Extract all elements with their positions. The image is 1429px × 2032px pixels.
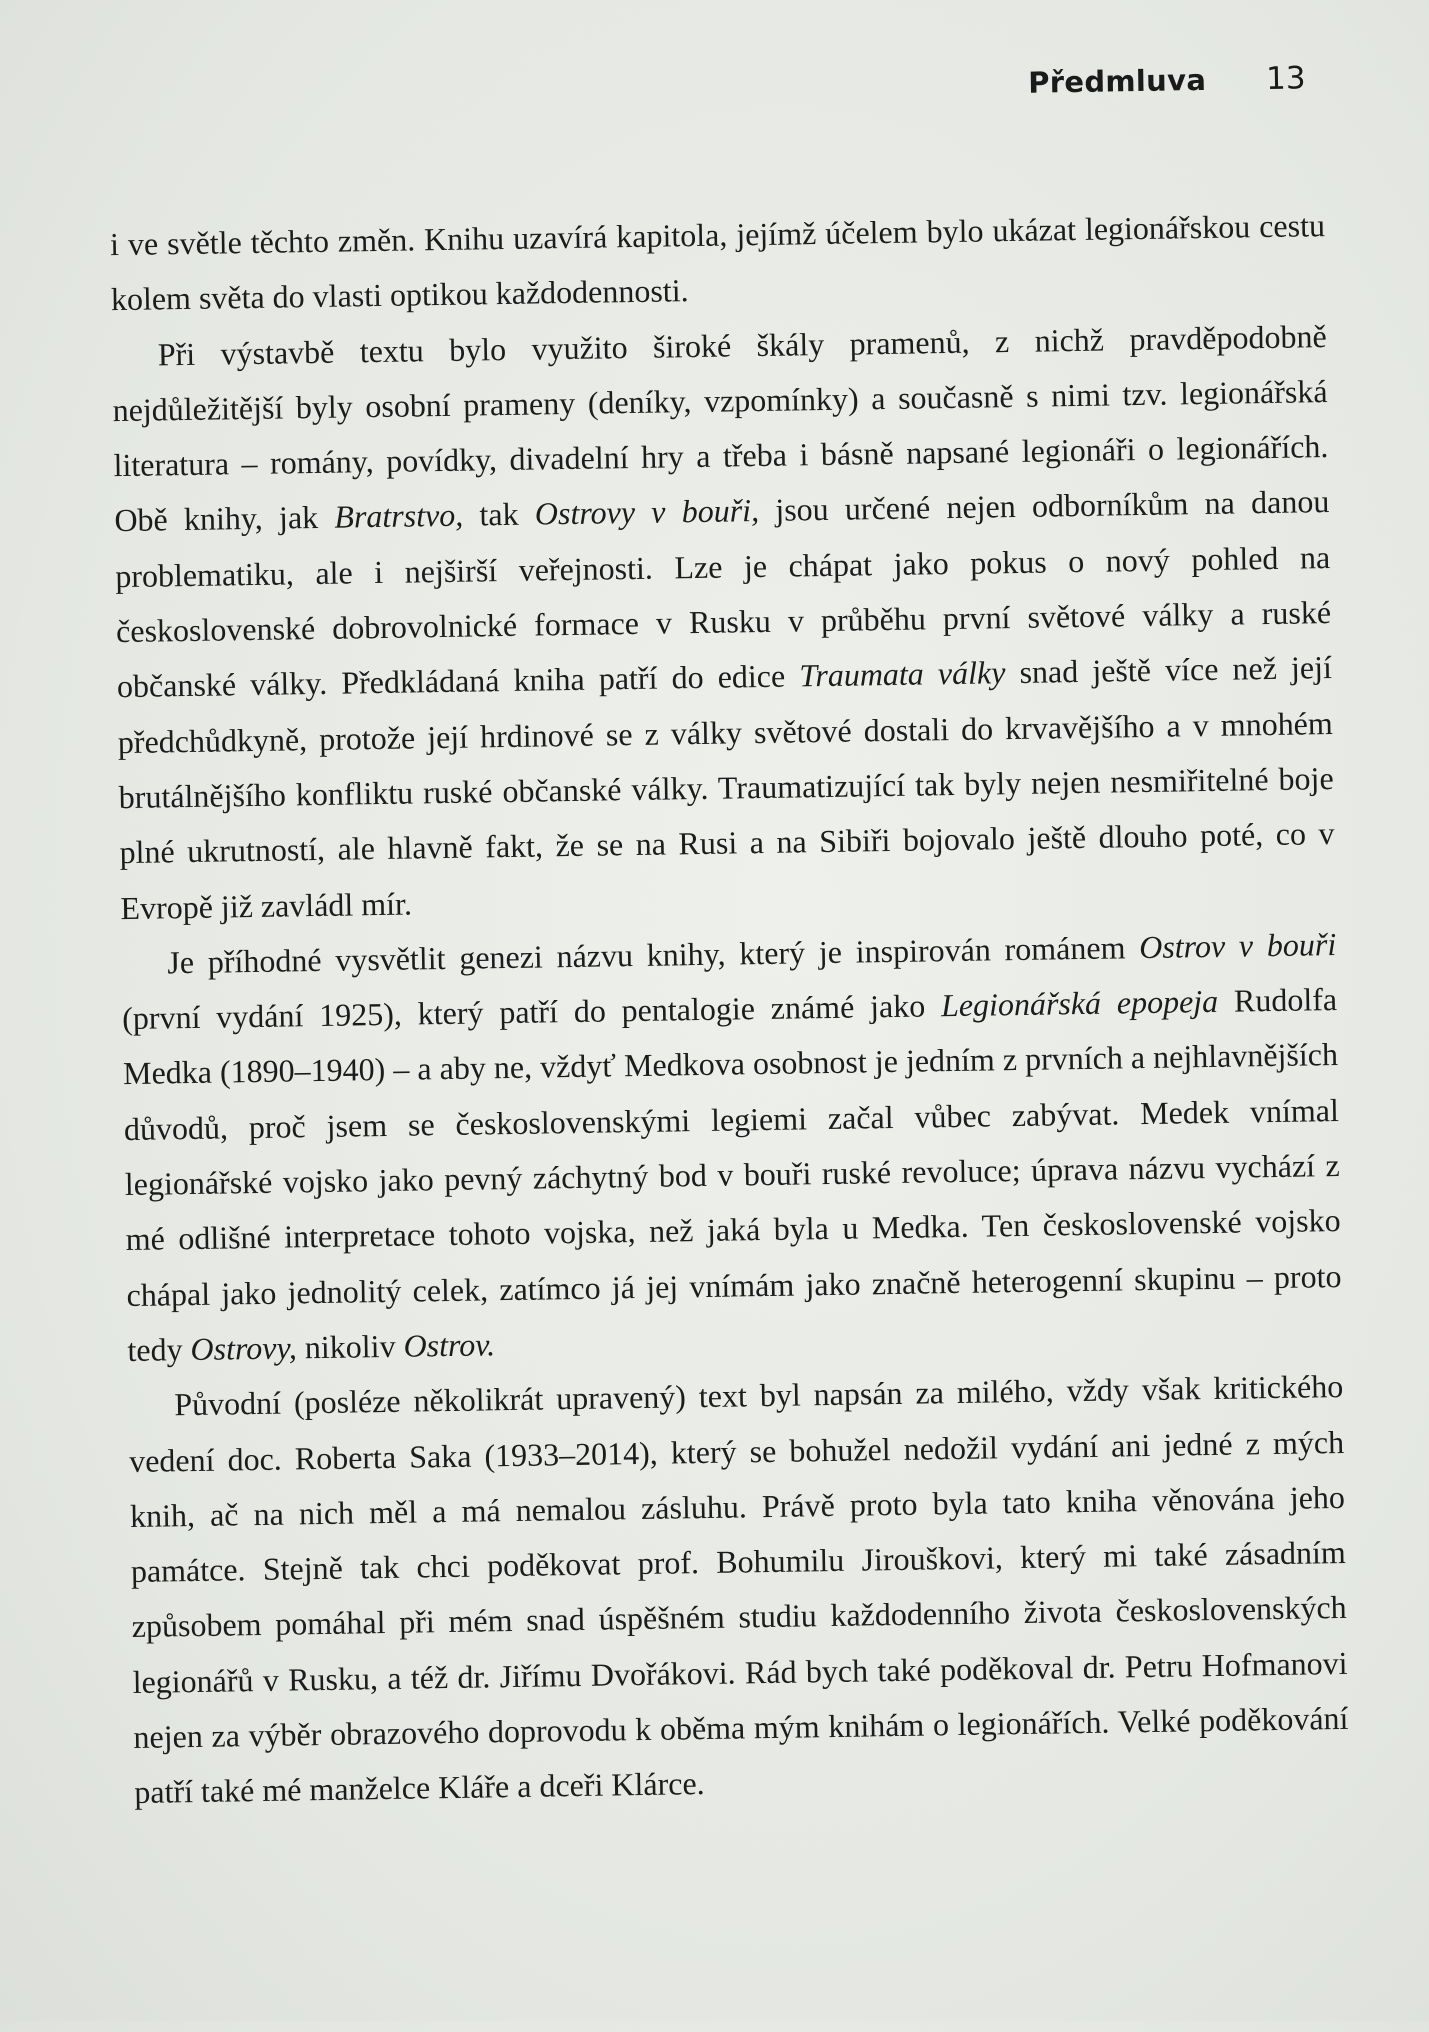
- page-number: 13: [1265, 60, 1306, 97]
- text-run: jsou určené nejen odborníkům na danou problematiku, ale i nejširší veřejnosti. Lze je chápat jako pokus o nový pohled na československé dobrovolnické formace v Rusku v průběhu první světové války a ruské občanské války. Předkládaná kniha patří do edice: [114, 483, 1332, 705]
- text-run: Při výstavbě textu bylo využito široké škály pramenů, z nichž pravděpodobně nejdůležitější byly osobní prameny (deníky, vzpomínky) a současně s nimi tzv. legionářská literatura – romány, povídky, divadelní hry a třeba i básně napsané legionáři o legionářích. Obě knihy, jak: [112, 317, 1329, 539]
- italic-title: Ostrovy,: [190, 1329, 298, 1367]
- text-run: (první vydání 1925), který patří do pentalogie známé jako: [121, 987, 942, 1037]
- chapter-title: Předmluva: [1027, 62, 1207, 100]
- text-run: Původní (posléze několikrát upravený) text byl napsán za milého, vždy však kritického vedení doc. Roberta Saka (1933–2014), který se bohužel nedožil vydání ani jedné z mých knih, ač na nich měl a má nemalou zásluhu. Právě proto byla tato kniha věnována jeho památce. Stejně tak chci poděkovat prof. Bohumilu Jirouškovi, který mi také zásadním způsobem pomáhal při mém snad úspěšném studiu každodenního života československých legionářů v Rusku, a též dr. Jiřímu Dvořákovi. Rád bych také poděkoval dr. Petru Hofmanovi nejen za výběr obrazového doprovodu k oběma mým knihám o legionářích. Velké poděkování patří také mé manželce Kláře a dceři Klárce.: [128, 1368, 1349, 1811]
- body-text: [110, 198, 1350, 1820]
- text-run: Je příhodné vysvětlit genezi názvu knihy, který je inspirován románem: [167, 928, 1140, 981]
- paragraph: [110, 198, 1327, 328]
- text-run: tak: [462, 496, 536, 534]
- paragraph: [111, 309, 1335, 936]
- text-run: i ve světle těchto změn. Knihu uzavírá kapitola, jejímž účelem bylo ukázat legionářskou cestu kolem světa do vlasti optikou každodennosti.: [109, 207, 1326, 318]
- italic-title: Ostrov.: [403, 1326, 496, 1364]
- running-head: [885, 60, 1306, 117]
- text-run: snad ještě více než její předchůdkyně, protože její hrdinové se z války světové dostali do krvavějšího a v mnohém brutálnějšího konfliktu ruské občanské války. Traumatizující tak byly nejen nesmiřitelné boje plné ukrutností, ale hlavně fakt, že se na Rusi a na Sibiři bojovalo ještě dlouho poté, co v Evropě již zavládl mír.: [117, 649, 1335, 926]
- italic-title: Legionářská epopeja: [940, 983, 1219, 1024]
- paragraph: [128, 1359, 1350, 1820]
- paragraph: [121, 917, 1343, 1378]
- italic-title: Ostrovy v bouři,: [534, 492, 760, 533]
- italic-title: Traumata války: [799, 654, 1006, 694]
- italic-title: Bratrstvo,: [334, 497, 464, 536]
- text-run: nikoliv: [296, 1327, 404, 1366]
- italic-title: Ostrov v bouři: [1138, 925, 1337, 965]
- text-run: Rudolfa Medka (1890–1940) – a aby ne, vždyť Medkova osobnost je jedním z prvních a nejhlavnějších důvodů, proč jsem se československými legiemi začal vůbec zabývat. Medek vnímal legionářské vojsko jako pevný záchytný bod v bouři ruské revoluce; úprava názvu vychází z mé odlišné interpretace tohoto vojska, než jaká byla u Medka. Ten československé vojsko chápal jako jednolitý celek, zatímco já jej vnímám jako značně heterogenní skupinu – proto tedy: [122, 981, 1342, 1368]
